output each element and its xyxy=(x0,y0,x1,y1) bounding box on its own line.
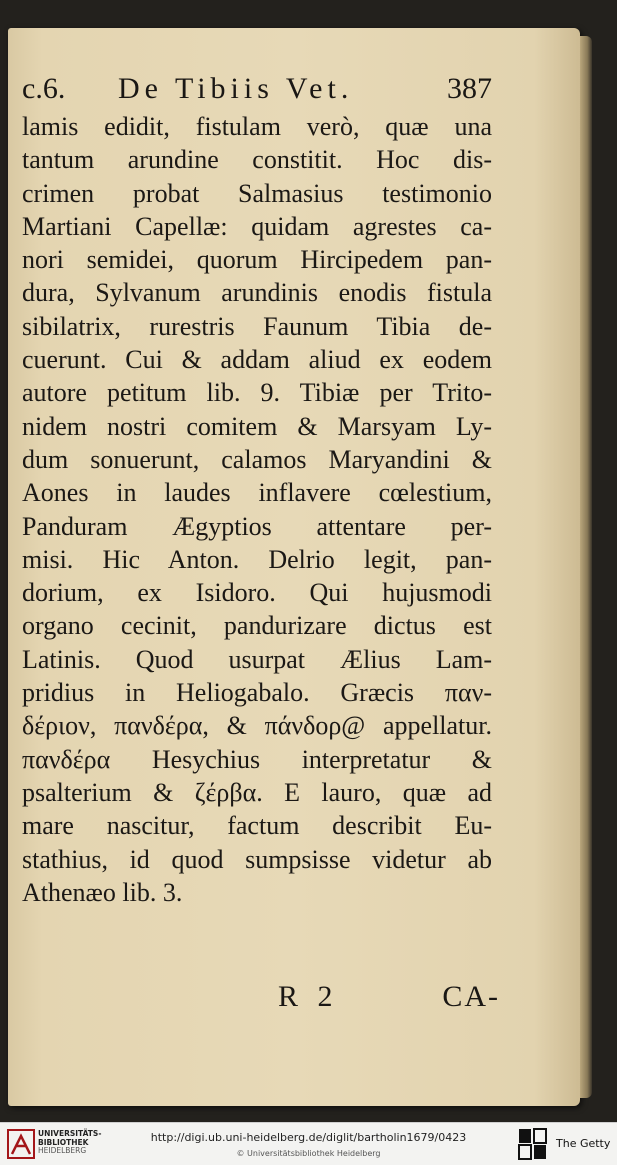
running-title: De Tibiis Vet. xyxy=(118,72,354,105)
text-line: lamis edidit, fistulam verò, quæ una xyxy=(22,112,492,141)
text-line: pridius in Heliogabalo. Græcis παν- xyxy=(22,678,492,708)
text-line: πανδέρα Hesychius interpretatur & xyxy=(22,744,492,774)
text-line: organo cecinit, pandurizare dictus est xyxy=(22,611,492,641)
text-line: dorium, ex Isidoro. Qui hujusmodi xyxy=(22,578,492,608)
text-line: autore petitum lib. 9. Tibiæ per Trito- xyxy=(22,378,492,408)
text-line: δέριον, πανδέρα, & πάνδορ@ appellatur. xyxy=(22,711,492,741)
page-header xyxy=(22,72,492,112)
partner-name: The Getty xyxy=(556,1137,611,1150)
body-text xyxy=(22,110,492,909)
text-line: nori semidei, quorum Hircipedem pan- xyxy=(22,245,492,275)
text-line: psalterium & ζέρβα. E lauro, quæ ad xyxy=(22,777,492,807)
text-line: Athenæo lib. 3. xyxy=(22,877,183,907)
library-name-line: BIBLIOTHEK xyxy=(38,1137,89,1147)
text-line: crimen probat Salmasius testimonio xyxy=(22,178,492,208)
page-edge xyxy=(580,36,592,1098)
text-line: mare nascitur, factum describit Eu- xyxy=(22,811,492,841)
text-line: dum sonuerunt, calamos Maryandini & xyxy=(22,444,492,474)
permalink-url[interactable]: http://digi.ub.uni-heidelberg.de/diglit/bartholin1679/0423 xyxy=(150,1131,467,1144)
text-line: misi. Hic Anton. Delrio legit, pan- xyxy=(22,544,492,574)
viewer-footer-bar xyxy=(0,1122,617,1165)
copyright-notice: © Universitätsbibliothek Heidelberg xyxy=(236,1149,381,1158)
text-line: nidem nostri comitem & Marsyam Ly- xyxy=(22,411,492,441)
text-line: Latinis. Quod usurpat Ælius Lam- xyxy=(22,644,492,674)
text-line: cuerunt. Cui & addam aliud ex eodem xyxy=(22,345,492,375)
chapter-label: c.6. xyxy=(22,72,66,105)
text-line: Martiani Capellæ: quidam agrestes ca- xyxy=(22,211,492,241)
library-name-line: UNIVERSITÄTS- xyxy=(38,1129,102,1138)
text-line: Panduram Ægyptios attentare per- xyxy=(22,511,492,541)
text-line: tantum arundine constitit. Hoc dis- xyxy=(22,145,492,175)
text-line: dura, Sylvanum arundinis enodis fistula xyxy=(22,278,492,308)
text-line: stathius, id quod sumpsisse videtur ab xyxy=(22,844,492,874)
getty-logo-icon[interactable] xyxy=(518,1128,548,1160)
library-name-line: HEIDELBERG xyxy=(38,1146,87,1155)
signature-mark: R 2 xyxy=(278,980,339,1013)
text-line: Aones in laudes inflavere cœlestium, xyxy=(22,478,492,508)
page-number: 387 xyxy=(447,72,492,105)
catchword: CA- xyxy=(442,980,500,1013)
page-footer xyxy=(22,980,500,1020)
text-line: sibilatrix, rurestris Faunum Tibia de- xyxy=(22,311,492,341)
